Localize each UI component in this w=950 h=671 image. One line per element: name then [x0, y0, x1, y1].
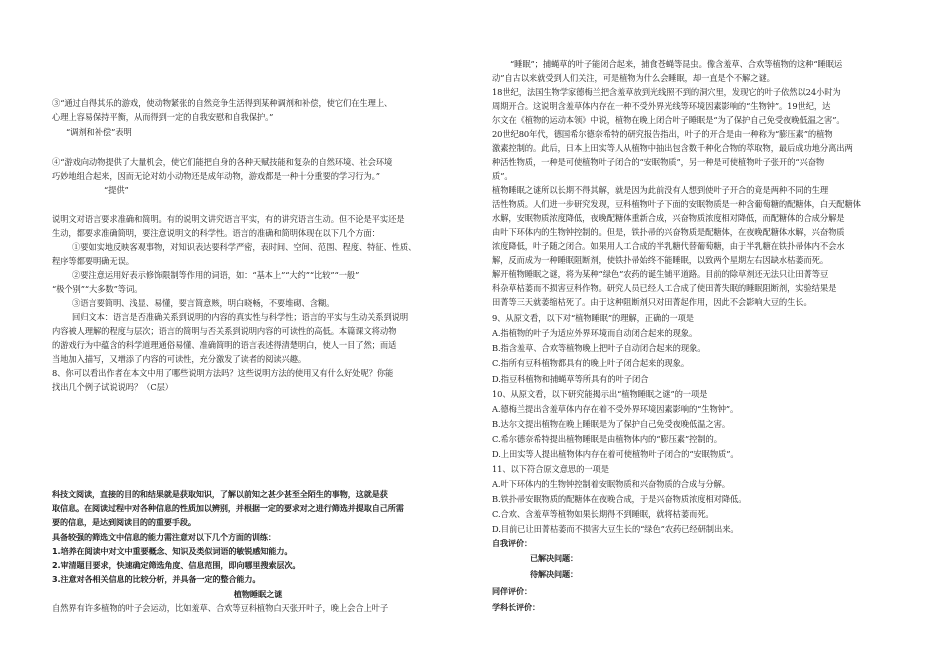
article-line: 动”自古以来就受到人们关注，可是植物为什么会睡眠，却一直是个不解之谜。: [492, 73, 775, 83]
q10-option-c: C.希尔德奈希特提出植物睡眠是由植物体内的“膨压素”控制的。: [492, 434, 722, 444]
article-line: 解开植物睡眠之谜，将为某种“绿色”农药的诞生铺平道路。目前的除草剂还无法只让田菁等豆: [492, 269, 829, 279]
q11-option-c: C.合欢、含羞草等植物如果长期得不到睡眠，就将枯萎而死。: [492, 509, 714, 519]
article-line: 质”。: [492, 171, 513, 181]
article-line: 田菁等三天就萎缩枯死了。由于这种阻断剂只对田菁起作用，因此不会影响大豆的生长。: [492, 297, 812, 307]
q10-option-a: A.德梅兰提出含羞草体内存在着不受外界环境因素影响的“生物钟”。: [492, 404, 739, 414]
intro-line: 科技文阅读，直接的目的和结果就是获取知识，了解以前知之甚少甚至全陌生的事物，这就是获: [52, 489, 388, 499]
method-line: 说明文对语言要求准确和简明。有的说明文讲究语言平实，有的讲究语言生动。但不论是平实还是: [52, 214, 405, 224]
q10-option-d: D.上田实等人提出植物体内存在着可使植物叶子闭合的“安眠物质”。: [492, 449, 739, 459]
article-line: 水解，安眠物质浓度降低，夜晚配糖体重新合成，兴奋物质浓度相对降低，而配糖体的合成分解是: [492, 213, 845, 223]
method-line: 程序等都要明确无误。: [52, 256, 134, 266]
method-line: 的游戏行为中蕴含的科学道理通俗易懂、准确简明的语言表述得清楚明白，使人一目了然；而适: [52, 340, 397, 350]
article-line: 解，反而成为一种睡眠阻断剂，使铁扑帚始终不能睡眠，以致两个星期左右因缺水枯萎而死。: [492, 255, 829, 265]
article-line: 浓度降低，叶子随之闭合。如果用人工合成的半乳糖代替葡萄糖，由于半乳糖在铁扑帚体内不会水: [492, 241, 845, 251]
article-line: 由叶下环体内的生物钟控制的。但是，铁扑帚的兴奋物质是配糖体，在夜晚配糖体水解，兴奋物质: [492, 227, 845, 237]
peer-evaluation-label: 同伴评价：: [492, 586, 532, 596]
item4-line: ④“游戏向动物提供了大量机会，使它们能把自身的各种天赋技能和复杂的自然环境、社会环境: [52, 157, 393, 167]
question-10: 10、从原文看，以下研究能揭示出“植物睡眠之谜”的一项是: [492, 389, 708, 399]
article-line: 尔文在《植物的运动本领》中说，植物在晚上闭合叶子睡眠是“为了保护自己免受夜晚低温之害”。: [492, 115, 845, 125]
article-line: 植物睡眠之谜所以长期不得其解，就是因为此前没有人想到使叶子开合的竟是两种不同的生理: [492, 185, 829, 195]
article-line: “睡眠”；捕蝇草的叶子能闭合起来，捕食苍蝇等昆虫。像含羞草、合欢等植物的这种“睡眠运: [510, 59, 843, 69]
article-line: 激素控制的。此后，日本上田实等人从植物中抽出包含数千种化合物的萃取物，最后成功地分离出两: [492, 143, 853, 153]
solved-problems-label: 已解决问题：: [530, 553, 578, 563]
article-line: 种活性物质，一种是可使植物叶子闭合的“安眠物质”，另一种是可使植物叶子张开的“兴奋物: [492, 157, 825, 167]
article-line: 周期开合。这说明含羞草体内存在一种不受外界光线等环境因素影响的“生物钟”。19世纪，达: [492, 101, 831, 111]
q11-option-b: B.铁扑帚安眠物质的配糖体在夜晚合成，于是兴奋物质浓度相对降低。: [492, 494, 747, 504]
self-evaluation-label: 自我评价：: [492, 538, 532, 548]
item3-line: 心理上容易保持平衡，从而得到一定的自我安慰和自我保护。”: [52, 112, 274, 122]
q11-option-a: A.叶下环体内的生物钟控制着安眠物质和兴奋物质的合成与分解。: [492, 479, 730, 489]
question-8: 找出几个例子试说说吗？（C层）: [52, 382, 174, 392]
intro-point: 1.培养在阅读中对文中重要概念、知识及类似词语的敏锐感知能力。: [52, 546, 293, 556]
intro-line: 具备较强的筛选文中信息的能力需注意对以下几个方面的训练：: [52, 532, 276, 542]
article-line: 自然界有许多植物的叶子会运动，比如羞草、合欢等豆科植物白天张开叶子，晚上会合上叶子: [52, 603, 389, 613]
leader-evaluation-label: 学科长评价：: [492, 602, 540, 612]
article-line: 20世纪80年代，德国希尔德奈希特的研究报告指出，叶子的开合是由一种称为“膨压素”的植物: [492, 129, 833, 139]
method-line: 当地加入描写，又增添了内容的可读性，充分激发了读者的阅读兴趣。: [52, 354, 307, 364]
method-line: 内容被人理解的程度与层次；语言的简明与否关系到说明内容的可读性的高低。本篇课文将动物: [52, 326, 397, 336]
article-line: 18世纪，法国生物学家德梅兰把含羞草放到光线照不到的洞穴里，发现它的叶子依然以24小时为: [492, 87, 841, 97]
question-9: 9、从原文看，以下对“植物睡眠”的理解，正确的一项是: [492, 313, 694, 323]
item3-term: “调剂和补偿”表明: [66, 127, 132, 137]
method-line: “极个别”“大多数”等词。: [52, 284, 143, 294]
method-point: ②要注意运用好表示修饰限制等作用的词语，如：“基本上”“大约”“比较”“一般”: [72, 270, 360, 280]
intro-point: 3.注意对各相关信息的比较分析，并具备一定的整合能力。: [52, 574, 261, 584]
intro-line: 取信息。在阅读过程中对各种信息的性质加以辨别，并根据一定的要求对之进行筛选并提取自己所需: [52, 503, 404, 513]
q9-option-d: D.指豆科植物和捕蝇草等所具有的叶子闭合: [492, 374, 649, 384]
q11-option-d: D.目前已让田菁枯萎而不损害大豆生长的“绿色”农药已经研制出来。: [492, 524, 739, 534]
q9-option-b: B.指含羞草、合欢等植物晚上把叶子自动闭合起来的现象。: [492, 343, 706, 353]
pending-problems-label: 待解决问题：: [530, 569, 578, 579]
method-point: ①要如实地反映客观事物，对知识表达要科学严密，表时间、空间、范围、程度、特征、性质、: [72, 242, 417, 252]
q9-option-c: C.指所有豆科植物都具有的晚上叶子闭合起来的现象。: [492, 358, 690, 368]
method-point: ③语言要简明、浅显、易懂，要言简意赅，明白晓畅，不要堆砌、含糊。: [72, 298, 335, 308]
q10-option-b: B.达尔文提出植物在晚上睡眠是为了保护自己免受夜晚低温之害。: [492, 419, 731, 429]
article-line: 活性物质。人们进一步研究发现，豆科植物叶子下面的安眠物质是一种含葡萄糖的配糖体，白天配糖体: [492, 199, 861, 209]
article-line: 科杂草枯萎而不损害豆科作物。研究人员已经人工合成了使田菁失眠的睡眠阻断剂，实验结果是: [492, 283, 837, 293]
item4-term: “提供”: [104, 185, 129, 195]
question-11: 11、以下符合原文意思的一项是: [492, 464, 609, 474]
intro-line: 要的信息，是达到阅读目的的重要手段。: [52, 517, 196, 527]
item3-line: ③“通过自得其乐的游戏，使动物紧张的自然竞争生活得到某种调剂和补偿，使它们在生理上、: [52, 98, 393, 108]
method-line: 回归文本：语言是否准确关系到说明的内容的真实性与科学性；语言的平实与生动关系到说明: [72, 312, 409, 322]
question-8: 8、你可以看出作者在本文中用了哪些说明方法吗？这些说明方法的使用又有什么好处呢？你能: [52, 368, 394, 378]
q9-option-a: A.指植物的叶子为适应外界环境而自动闭合起来的现象。: [492, 328, 698, 338]
intro-point: 2.审清题目要求，快速确定筛选角度、信息范围，即向哪里搜索层次。: [52, 560, 301, 570]
item4-line: 巧妙地组合起来，因而无论对幼小动物还是成年动物，游戏都是一种十分重要的学习行为。”: [52, 171, 380, 181]
method-line: 生动，都要求准确简明，要注意说明文的科学性。语言的准确和简明体现在以下几个方面：: [52, 228, 380, 238]
article-title: 植物睡眠之谜: [233, 589, 283, 599]
